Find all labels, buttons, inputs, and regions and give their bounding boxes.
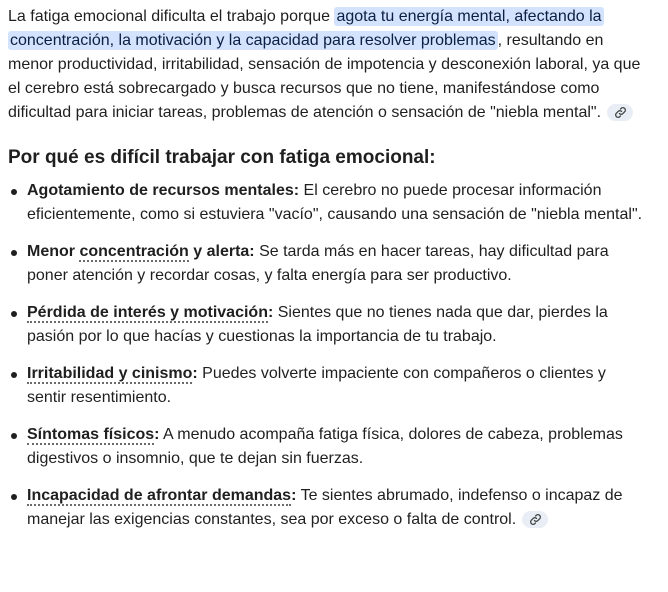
bullet <box>11 250 17 256</box>
bullet <box>11 189 17 195</box>
item-term <box>27 487 296 506</box>
bullet <box>11 311 17 317</box>
list-item <box>8 240 646 288</box>
intro-paragraph <box>8 5 646 125</box>
bullet <box>11 372 17 378</box>
list-item <box>8 179 646 227</box>
term-link[interactable]: Incapacidad de afrontar demandas <box>27 487 292 504</box>
term-link[interactable]: Pérdida de interés y motivación <box>27 304 268 321</box>
intro-text-after: , resultando en menor productividad, irritabilidad, sensación de impotencia y desconexión laboral, ya que el cerebro está sobrecargado y busca recursos que no tiene, manifestándose como dificultad para iniciar tareas, problemas de atención o sensación de "niebla mental". <box>8 32 641 121</box>
section-title: Por qué es difícil trabajar con fatiga emocional: <box>8 147 436 168</box>
item-text: Puedes volverte impaciente con compañeros o clientes y sentir resentimiento. <box>27 365 606 406</box>
item-text: El cerebro no puede procesar información eficientemente, como si estuviera "vacío", causando una sensación de "niebla mental". <box>27 182 643 223</box>
item-term-post: y alerta: <box>188 243 255 260</box>
list-item <box>8 484 646 532</box>
highlighted-text[interactable]: agota tu energía mental, afectando la concentración, la motivación y la capacidad para resolver problemas <box>10 8 602 49</box>
list-item <box>8 362 646 410</box>
item-term-post: : <box>291 487 297 504</box>
link-icon[interactable] <box>522 511 548 528</box>
item-term-post: : <box>267 304 274 321</box>
item-text: Se tarda más en hacer tareas, hay dificultad para poner atención y recordar cosas, y falta energía para ser productivo. <box>27 243 609 284</box>
item-term <box>27 365 198 384</box>
term-link[interactable]: Irritabilidad y cinismo <box>27 365 193 382</box>
link-icon[interactable] <box>607 104 633 121</box>
list-item <box>8 423 646 471</box>
bullet <box>11 433 17 439</box>
list-item <box>8 301 646 349</box>
term-link[interactable]: concentración <box>79 243 189 260</box>
symptom-list <box>8 179 646 532</box>
intro-text-before: La fatiga emocional dificulta el trabajo porque <box>8 8 335 25</box>
item-term-pre: Menor <box>27 243 80 260</box>
term-link[interactable]: Síntomas físicos <box>27 426 155 443</box>
item-term: Agotamiento de recursos mentales: <box>27 182 300 199</box>
item-text: Sientes que no tienes nada que dar, pierdes la pasión por lo que hacías y cuestionas la importancia de tu trabajo. <box>27 304 608 345</box>
item-term-post: : <box>154 426 160 443</box>
item-term-post: : <box>192 365 198 382</box>
bullet <box>11 494 17 500</box>
item-term <box>27 426 159 445</box>
item-term <box>27 243 255 262</box>
item-text: Te sientes abrumado, indefenso o incapaz de manejar las exigencias constantes, sea por exceso o falta de control. <box>27 487 623 528</box>
item-term <box>27 304 273 323</box>
item-text: A menudo acompaña fatiga física, dolores de cabeza, problemas digestivos o insomnio, que te dejan sin fuerzas. <box>27 426 623 467</box>
